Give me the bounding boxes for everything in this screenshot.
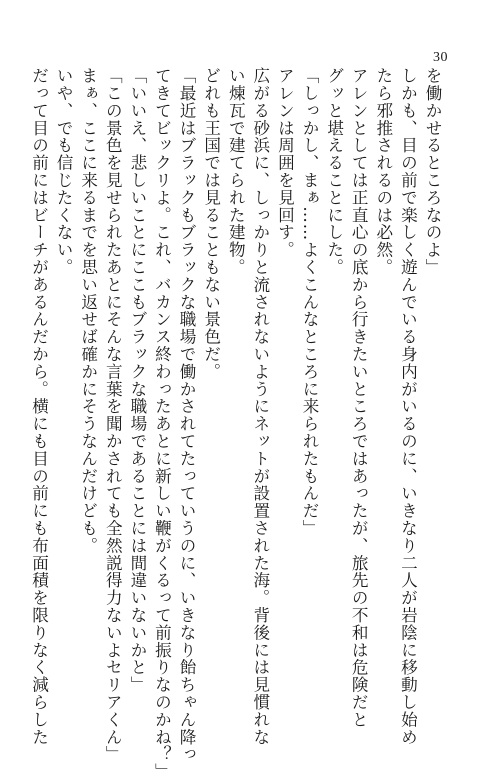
text-line: てきてビックリよ。これ、バカンス終わったあとに新しい鞭がくるって前振りなのかね？」 xyxy=(152,67,172,780)
page-number: 30 xyxy=(433,50,448,65)
text-line: まぁ、ここに来るまでを思い返せば確かにそうなんだけども。 xyxy=(78,67,98,555)
text-line: たら邪推されるのは必然。 xyxy=(373,67,393,276)
text-line: い煉瓦で建てられた建物。 xyxy=(226,67,246,276)
text-line: グッと堪えることにした。 xyxy=(324,67,344,276)
text-line: アレンは周囲を見回す。 xyxy=(275,67,295,259)
text-line: 「最近はブラックもブラックな職場で働かされてたっていうのに、いきなり飴ちゃん降っ xyxy=(177,67,197,763)
text-line: アレンとしては正直心の底から行きたいところではあったが、旅先の不和は危険だと xyxy=(349,67,369,729)
text-line: 広がる砂浜に、しっかりと流されないようにネットが設置された海。背後には見慣れな xyxy=(250,67,270,746)
text-line: を働かせるところなのよ」 xyxy=(423,67,442,276)
text-line: 「しっかし、まぁ……よくこんなところに来られたもんだ」 xyxy=(300,67,320,537)
text-line: 「この景色を見せられたあとにそんな言葉を聞かされても全然説得力ないよセリアくん」 xyxy=(103,67,123,763)
text-line: だって目の前にはビーチがあるんだから。横にも目の前にも布面積を限りなく減らした xyxy=(29,67,49,746)
text-line: いや、でも信じたくない。 xyxy=(54,67,74,276)
text-line: 「いいえ、悲しいことにここもブラックな職場であることには間違いないかと」 xyxy=(127,67,147,694)
text-line: どれも王国では見ることもない景色だ。 xyxy=(201,67,221,381)
text-line: しかも、目の前で楽しく遊んでいる身内がいるのに、いきなり二人が岩陰に移動し始め xyxy=(398,67,418,746)
vertical-text-block xyxy=(29,67,444,780)
